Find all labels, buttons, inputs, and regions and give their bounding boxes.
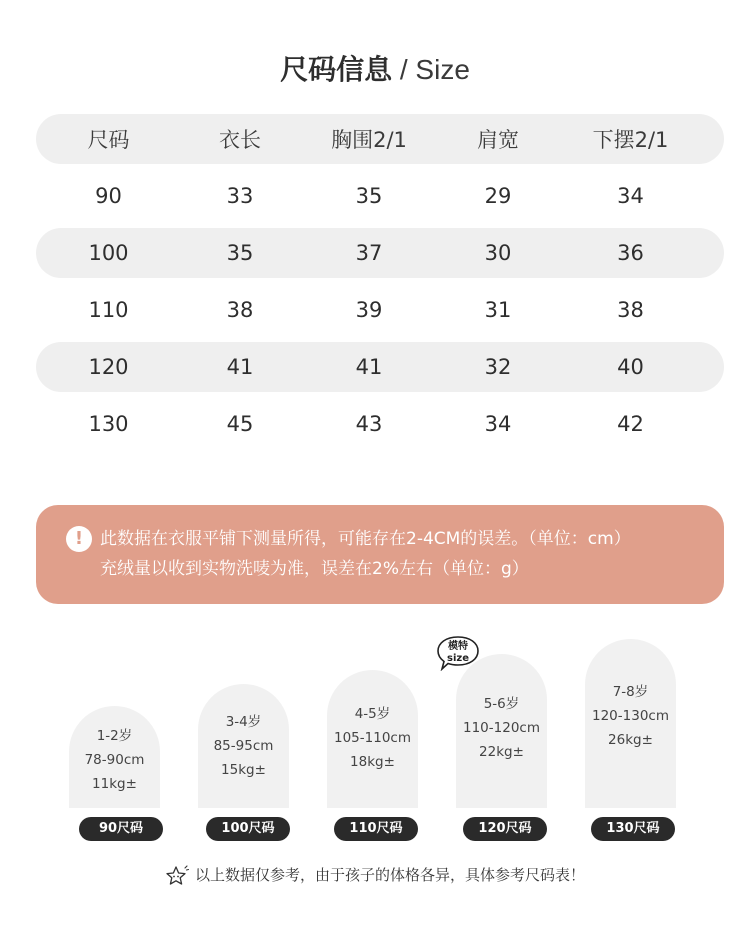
table-cell: 36 <box>617 241 644 265</box>
table-row <box>36 228 724 278</box>
table-cell: 35 <box>226 241 254 265</box>
table-row <box>36 285 724 335</box>
weight-range: 15kg± <box>221 762 266 778</box>
title-en: / Size <box>392 54 470 85</box>
height-range: 120-130cm <box>592 708 669 724</box>
height-range: 110-120cm <box>463 720 540 736</box>
table-cell: 45 <box>226 412 254 436</box>
table-row <box>36 342 724 392</box>
age-range: 3-4岁 <box>225 714 262 730</box>
header-cell-length: 衣长 <box>219 128 261 152</box>
table-cell: 33 <box>226 184 254 208</box>
table-row <box>36 171 724 221</box>
age-range: 4-5岁 <box>354 706 391 722</box>
table-cell: 40 <box>617 355 644 379</box>
age-range: 5-6岁 <box>483 696 520 712</box>
height-range: 85-95cm <box>213 738 274 754</box>
table-row <box>36 399 724 449</box>
notice-line-measurement: 此数据在衣服平铺下测量所得，可能存在2-4CM的误差。（单位：cm） <box>100 529 631 549</box>
weight-range: 18kg± <box>350 754 395 770</box>
table-cell: 41 <box>226 355 254 379</box>
table-cell: 38 <box>226 298 254 322</box>
notice-line-filling: 充绒量以收到实物洗唛为准，误差在2%左右（单位：g） <box>100 559 529 579</box>
age-card-100 <box>198 684 289 808</box>
header-cell-chest: 胸围2/1 <box>331 128 407 152</box>
footer-text: 以上数据仅参考，由于孩子的体格各异，具体参考尺码表！ <box>194 866 585 884</box>
size-table <box>36 114 724 456</box>
weight-range: 26kg± <box>608 732 653 748</box>
height-range: 105-110cm <box>334 730 411 746</box>
age-card-120 <box>456 654 547 808</box>
table-cell: 100 <box>88 241 129 265</box>
model-badge-line1: 模特 <box>448 641 468 652</box>
table-header-row <box>36 114 724 164</box>
header-cell-hem: 下摆2/1 <box>592 128 669 152</box>
table-cell: 34 <box>484 412 512 436</box>
title-zh: 尺码信息 <box>280 53 393 86</box>
table-cell: 35 <box>355 184 383 208</box>
height-range: 78-90cm <box>84 752 145 768</box>
table-cell: 130 <box>88 412 129 436</box>
weight-range: 11kg± <box>92 776 137 792</box>
model-badge-line2: size <box>447 653 469 664</box>
table-cell: 41 <box>355 355 383 379</box>
age-card-130 <box>585 639 676 808</box>
table-cell: 29 <box>484 184 512 208</box>
table-cell: 31 <box>484 298 512 322</box>
model-size-badge <box>436 641 480 665</box>
table-cell: 34 <box>617 184 644 208</box>
measurement-notice <box>36 505 724 604</box>
star-icon <box>165 865 189 887</box>
age-range: 7-8岁 <box>612 684 649 700</box>
header-cell-shoulder: 肩宽 <box>477 128 519 152</box>
table-cell: 42 <box>617 412 644 436</box>
table-cell: 32 <box>484 355 512 379</box>
table-cell: 38 <box>617 298 644 322</box>
exclamation-icon: ! <box>66 526 92 552</box>
size-label-110: 110尺码 <box>334 817 418 841</box>
size-label-130: 130尺码 <box>591 817 675 841</box>
table-cell: 30 <box>484 241 512 265</box>
age-range: 1-2岁 <box>96 728 133 744</box>
footer-note <box>0 862 750 888</box>
table-cell: 37 <box>355 241 383 265</box>
table-cell: 90 <box>95 184 122 208</box>
table-cell: 39 <box>355 298 383 322</box>
page-title <box>0 50 750 90</box>
header-cell-size: 尺码 <box>87 128 130 152</box>
table-cell: 110 <box>88 298 129 322</box>
size-label-120: 120尺码 <box>463 817 547 841</box>
table-cell: 120 <box>88 355 129 379</box>
size-label-100: 100尺码 <box>206 817 290 841</box>
age-card-110 <box>327 670 418 808</box>
table-cell: 43 <box>355 412 383 436</box>
size-label-90: 90尺码 <box>79 817 163 841</box>
weight-range: 22kg± <box>479 744 524 760</box>
age-card-90 <box>69 706 160 808</box>
